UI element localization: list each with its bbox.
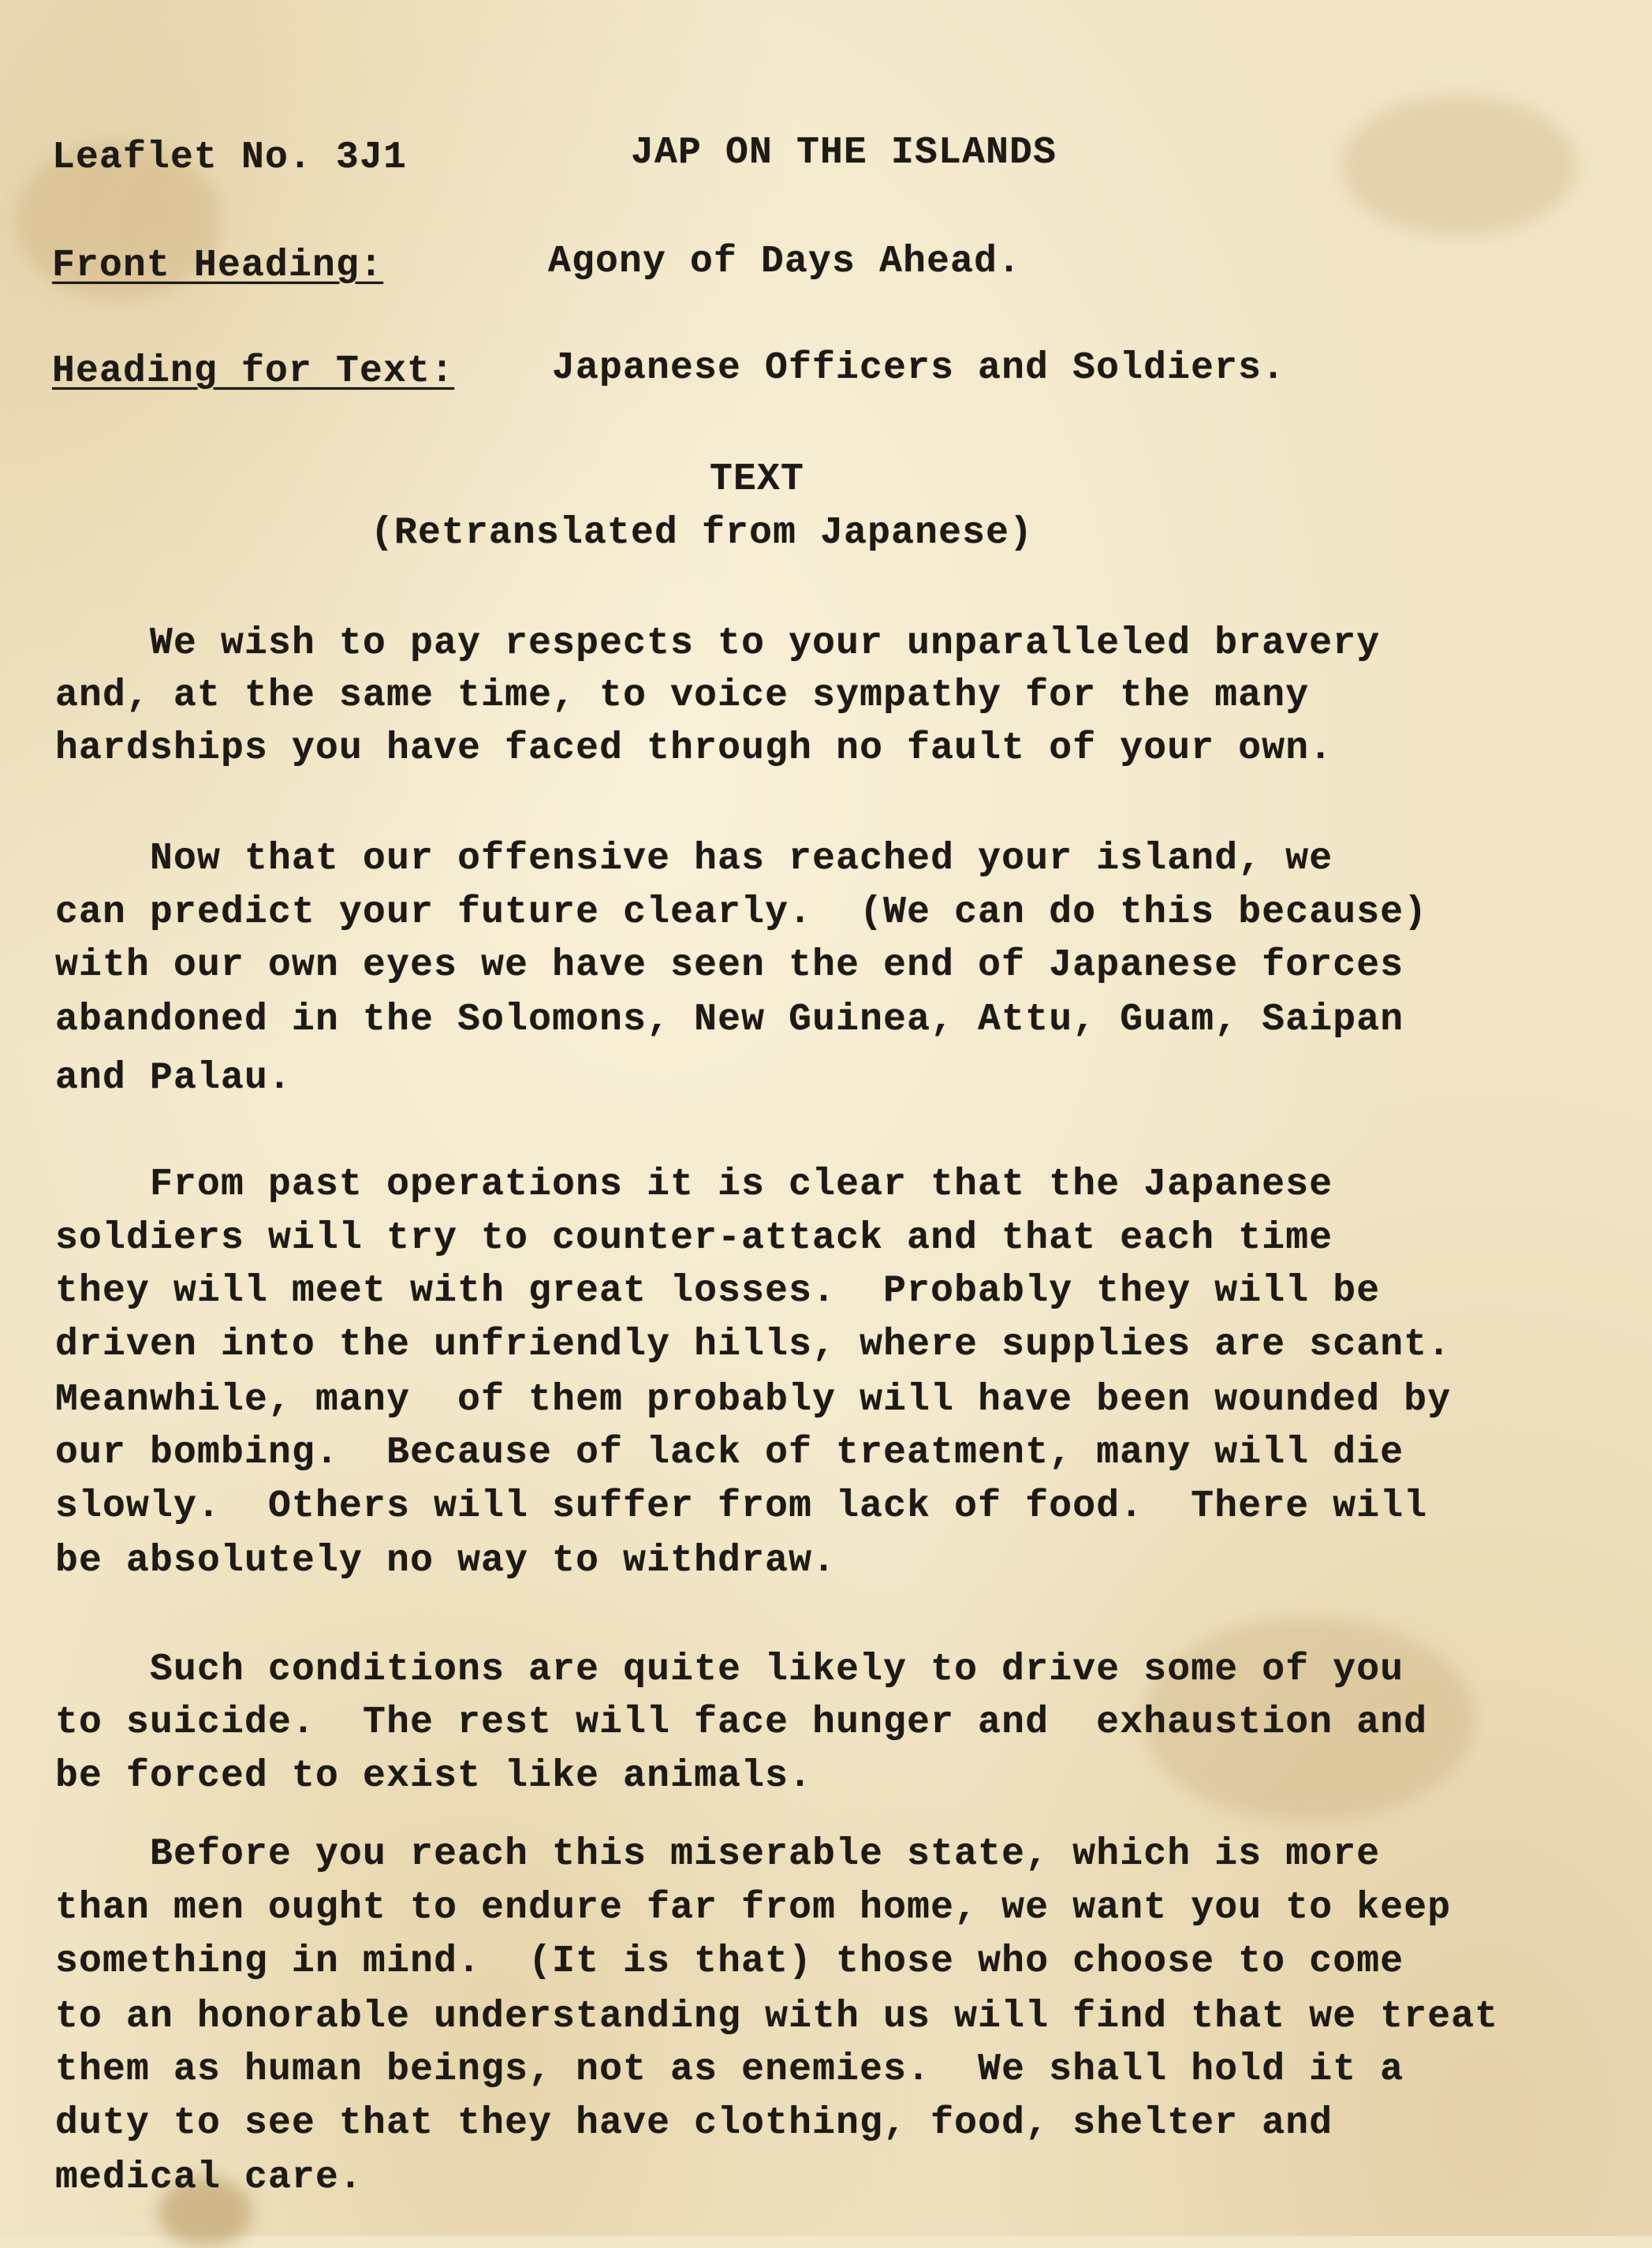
body-line: duty to see that they have clothing, food, shelter and xyxy=(55,2102,1333,2145)
text-heading-value: Japanese Officers and Soldiers. xyxy=(552,347,1286,390)
leaflet-number: Leaflet No. 3J1 xyxy=(52,136,408,179)
body-line: Now that our offensive has reached your island, we xyxy=(55,838,1333,880)
body-line: and Palau. xyxy=(55,1057,293,1100)
body-line: with our own eyes we have seen the end of Japanese forces xyxy=(55,944,1404,987)
body-line: can predict your future clearly. (We can do this because) xyxy=(55,891,1428,934)
front-heading-value: Agony of Days Ahead. xyxy=(548,241,1022,283)
body-line: Such conditions are quite likely to drive some of you xyxy=(55,1649,1404,1691)
body-line: Before you reach this miserable state, which is more xyxy=(55,1833,1381,1876)
body-line: they will meet with great losses. Probably they will be xyxy=(55,1270,1381,1313)
body-line: to an honorable understanding with us will find that we treat xyxy=(55,1996,1499,2038)
body-line: be forced to exist like animals. xyxy=(55,1755,813,1798)
document-title: JAP ON THE ISLANDS xyxy=(631,132,1057,174)
section-subtitle: (Retranslated from Japanese) xyxy=(371,512,1034,555)
body-line: slowly. Others will suffer from lack of food. There will xyxy=(55,1485,1428,1528)
text-heading-label: Heading for Text: xyxy=(52,350,455,393)
body-line: Meanwhile, many of them probably will have been wounded by xyxy=(55,1379,1452,1421)
body-line: something in mind. (It is that) those who choose to come xyxy=(55,1940,1404,1983)
body-line: hardships you have faced through no fault of your own. xyxy=(55,727,1333,770)
body-line: our bombing. Because of lack of treatment, many will die xyxy=(55,1432,1404,1474)
paper-stain xyxy=(1341,95,1577,237)
body-line: than men ought to endure far from home, we want you to keep xyxy=(55,1887,1452,1929)
body-line: them as human beings, not as enemies. We shall hold it a xyxy=(55,2048,1404,2091)
body-line: driven into the unfriendly hills, where supplies are scant. xyxy=(55,1324,1452,1366)
body-line: From past operations it is clear that the Japanese xyxy=(55,1163,1333,1206)
body-line: soldiers will try to counter-attack and that each time xyxy=(55,1217,1333,1260)
body-line: be absolutely no way to withdraw. xyxy=(55,1540,837,1582)
body-line: We wish to pay respects to your unparalleled bravery xyxy=(55,622,1381,665)
body-line: to suicide. The rest will face hunger and exhaustion and xyxy=(55,1701,1428,1744)
body-line: medical care. xyxy=(55,2157,364,2199)
section-title: TEXT xyxy=(710,458,805,501)
body-line: and, at the same time, to voice sympathy for the many xyxy=(55,674,1310,717)
body-line: abandoned in the Solomons, New Guinea, Attu, Guam, Saipan xyxy=(55,999,1404,1041)
front-heading-label: Front Heading: xyxy=(52,245,384,287)
